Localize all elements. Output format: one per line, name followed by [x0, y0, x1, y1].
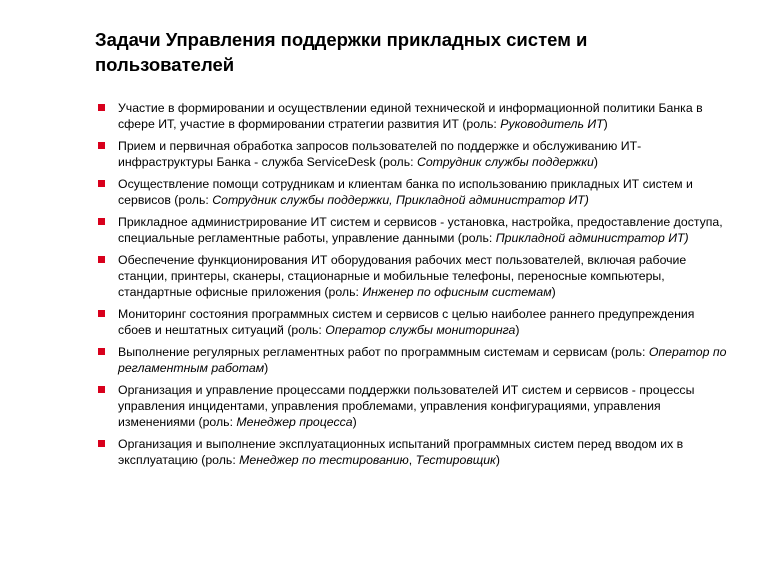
item-text: Выполнение регулярных регламентных работ по программным системам и сервисам (роль: [118, 345, 649, 359]
item-text: Прикладное администрирование ИТ систем и сервисов - установка, настройка, предоставление доступа, специальные регламентные работы, управление данными (роль: [118, 215, 723, 245]
item-role: Оператор службы мониторинга [325, 323, 516, 337]
list-item [98, 382, 728, 430]
item-role: Оператор по регламентным работам [118, 345, 727, 375]
item-end: ) [352, 415, 357, 429]
item-text: Участие в формировании и осуществлении единой технической и информационной политики Банка в сфере ИТ, участие в формировании стратегии развития ИТ (роль: [118, 101, 703, 131]
square-bullet-icon [98, 104, 105, 111]
item-role: Менеджер по тестированию [239, 453, 409, 467]
item-end: ) [593, 155, 599, 169]
list-item [98, 436, 728, 468]
item-text: Мониторинг состояния программных систем и сервисов с целью наиболее раннего предупреждения сбоев и нештатных ситуаций (роль: [118, 307, 695, 337]
item-role: Прикладной администратор ИТ) [495, 231, 689, 245]
item-end: ) [515, 323, 520, 337]
item-text: Обеспечение функционирования ИТ оборудования рабочих мест пользователей, включая рабочие станции, принтеры, сканеры, стационарные и мобильные телефоны, переносные компьютеры, стандартные офисные приложения (роль: [118, 253, 687, 299]
list-item [98, 176, 728, 208]
item-role: Инженер по офисным системам [362, 285, 552, 299]
list-item [98, 252, 728, 300]
item-end: ) [264, 361, 269, 375]
square-bullet-icon [98, 142, 105, 149]
square-bullet-icon [98, 180, 105, 187]
square-bullet-icon [98, 218, 105, 225]
list-item [98, 344, 728, 376]
item-text: Организация и выполнение эксплуатационных испытаний программных систем перед вводом их в эксплуатацию (роль: [118, 437, 684, 467]
square-bullet-icon [98, 348, 105, 355]
list-item [98, 214, 728, 246]
item-role: Руководитель ИТ [500, 117, 604, 131]
task-list [98, 100, 728, 474]
square-bullet-icon [98, 386, 105, 393]
item-role: Сотрудник службы поддержки [416, 155, 594, 169]
slide-title: Задачи Управления поддержки прикладных систем и пользователей [95, 29, 588, 75]
square-bullet-icon [98, 256, 105, 263]
list-item [98, 100, 728, 132]
item-end: ) [603, 117, 608, 131]
item-role-2: Тестировщик [415, 453, 496, 467]
list-item [98, 306, 728, 338]
item-end-2: ) [495, 453, 500, 467]
list-item [98, 138, 728, 170]
item-end: , [408, 453, 416, 467]
square-bullet-icon [98, 440, 105, 447]
item-end: ) [551, 285, 556, 299]
item-text: Осуществление помощи сотрудникам и клиентам банка по использованию прикладных ИТ систем и сервисов (роль: [118, 177, 693, 207]
item-role: Менеджер процесса [236, 415, 353, 429]
item-text: Прием и первичная обработка запросов пользователей по поддержке и обслуживанию ИТ-инфраструктуры Банка - служба ServiceDesk (роль: [118, 139, 642, 169]
item-text: Организация и управление процессами поддержки пользователей ИТ систем и сервисов - процессы управления инцидентами, управления проблемами, управления конфигурациями, управления изменениями (роль: [118, 383, 695, 429]
square-bullet-icon [98, 310, 105, 317]
item-role: Сотрудник службы поддержки, Прикладной администратор ИТ) [212, 193, 589, 207]
